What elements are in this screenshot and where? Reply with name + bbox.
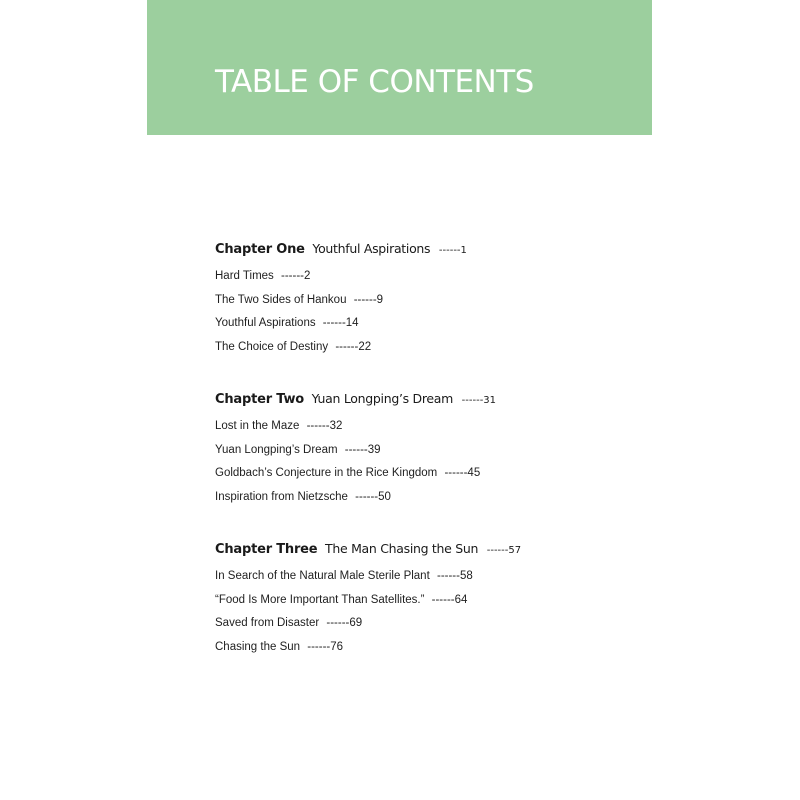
section-title: Youthful Aspirations xyxy=(215,317,316,329)
section-title: Goldbach’s Conjecture in the Rice Kingdom xyxy=(215,467,438,479)
section-page-number: ------45 xyxy=(444,467,481,479)
section-page-number: ------32 xyxy=(306,420,343,432)
section-item[interactable] xyxy=(215,612,635,636)
section-list xyxy=(215,565,635,659)
chapter-page-number: ------31 xyxy=(461,395,497,406)
chapter-title: Yuan Longping’s Dream xyxy=(311,391,454,406)
section-title: The Choice of Destiny xyxy=(215,340,329,353)
section-title: Lost in the Maze xyxy=(215,420,300,432)
chapter-three xyxy=(215,538,635,659)
chapter-heading[interactable] xyxy=(215,538,635,560)
section-item[interactable] xyxy=(215,565,635,589)
chapter-two xyxy=(215,388,635,509)
chapter-label: Chapter Two xyxy=(215,392,305,407)
chapter-heading[interactable] xyxy=(215,238,635,260)
chapter-heading[interactable] xyxy=(215,388,635,410)
section-page-number: ------14 xyxy=(322,317,359,329)
section-item[interactable] xyxy=(215,439,635,463)
chapter-page-number: ------1 xyxy=(438,245,467,256)
page-title: TABLE OF CONTENTS xyxy=(215,64,534,100)
section-page-number: ------64 xyxy=(431,593,468,606)
section-item[interactable] xyxy=(215,415,635,439)
section-page-number: ------22 xyxy=(335,340,372,353)
section-title: “Food Is More Important Than Satellites.” xyxy=(215,593,425,606)
section-page-number: ------9 xyxy=(353,293,384,306)
section-item[interactable] xyxy=(215,289,635,313)
section-page-number: ------76 xyxy=(307,640,344,653)
section-page-number: ------69 xyxy=(326,617,363,629)
section-item[interactable] xyxy=(215,312,635,336)
section-item[interactable] xyxy=(215,636,635,660)
header-band xyxy=(147,0,652,135)
section-item[interactable] xyxy=(215,462,635,486)
section-item[interactable] xyxy=(215,265,635,289)
chapter-title: Youthful Aspirations xyxy=(312,241,431,256)
section-title: Yuan Longping’s Dream xyxy=(215,443,338,456)
section-item[interactable] xyxy=(215,589,635,613)
chapter-label: Chapter Three xyxy=(215,542,318,557)
section-page-number: ------2 xyxy=(281,270,311,282)
chapter-label: Chapter One xyxy=(215,242,305,257)
section-item[interactable] xyxy=(215,336,635,360)
section-title: In Search of the Natural Male Sterile Plant xyxy=(215,570,430,582)
section-item[interactable] xyxy=(215,486,635,510)
section-title: Hard Times xyxy=(215,270,274,282)
section-title: Inspiration from Nietzsche xyxy=(215,490,348,503)
chapter-title: The Man Chasing the Sun xyxy=(325,541,479,556)
section-title: The Two Sides of Hankou xyxy=(215,293,347,306)
chapter-one xyxy=(215,238,635,359)
section-page-number: ------50 xyxy=(355,490,391,503)
section-list xyxy=(215,265,635,359)
section-list xyxy=(215,415,635,509)
section-page-number: ------58 xyxy=(436,570,473,582)
section-title: Chasing the Sun xyxy=(215,640,301,653)
chapter-page-number: ------57 xyxy=(486,545,522,556)
section-title: Saved from Disaster xyxy=(215,617,320,629)
section-page-number: ------39 xyxy=(344,443,381,456)
